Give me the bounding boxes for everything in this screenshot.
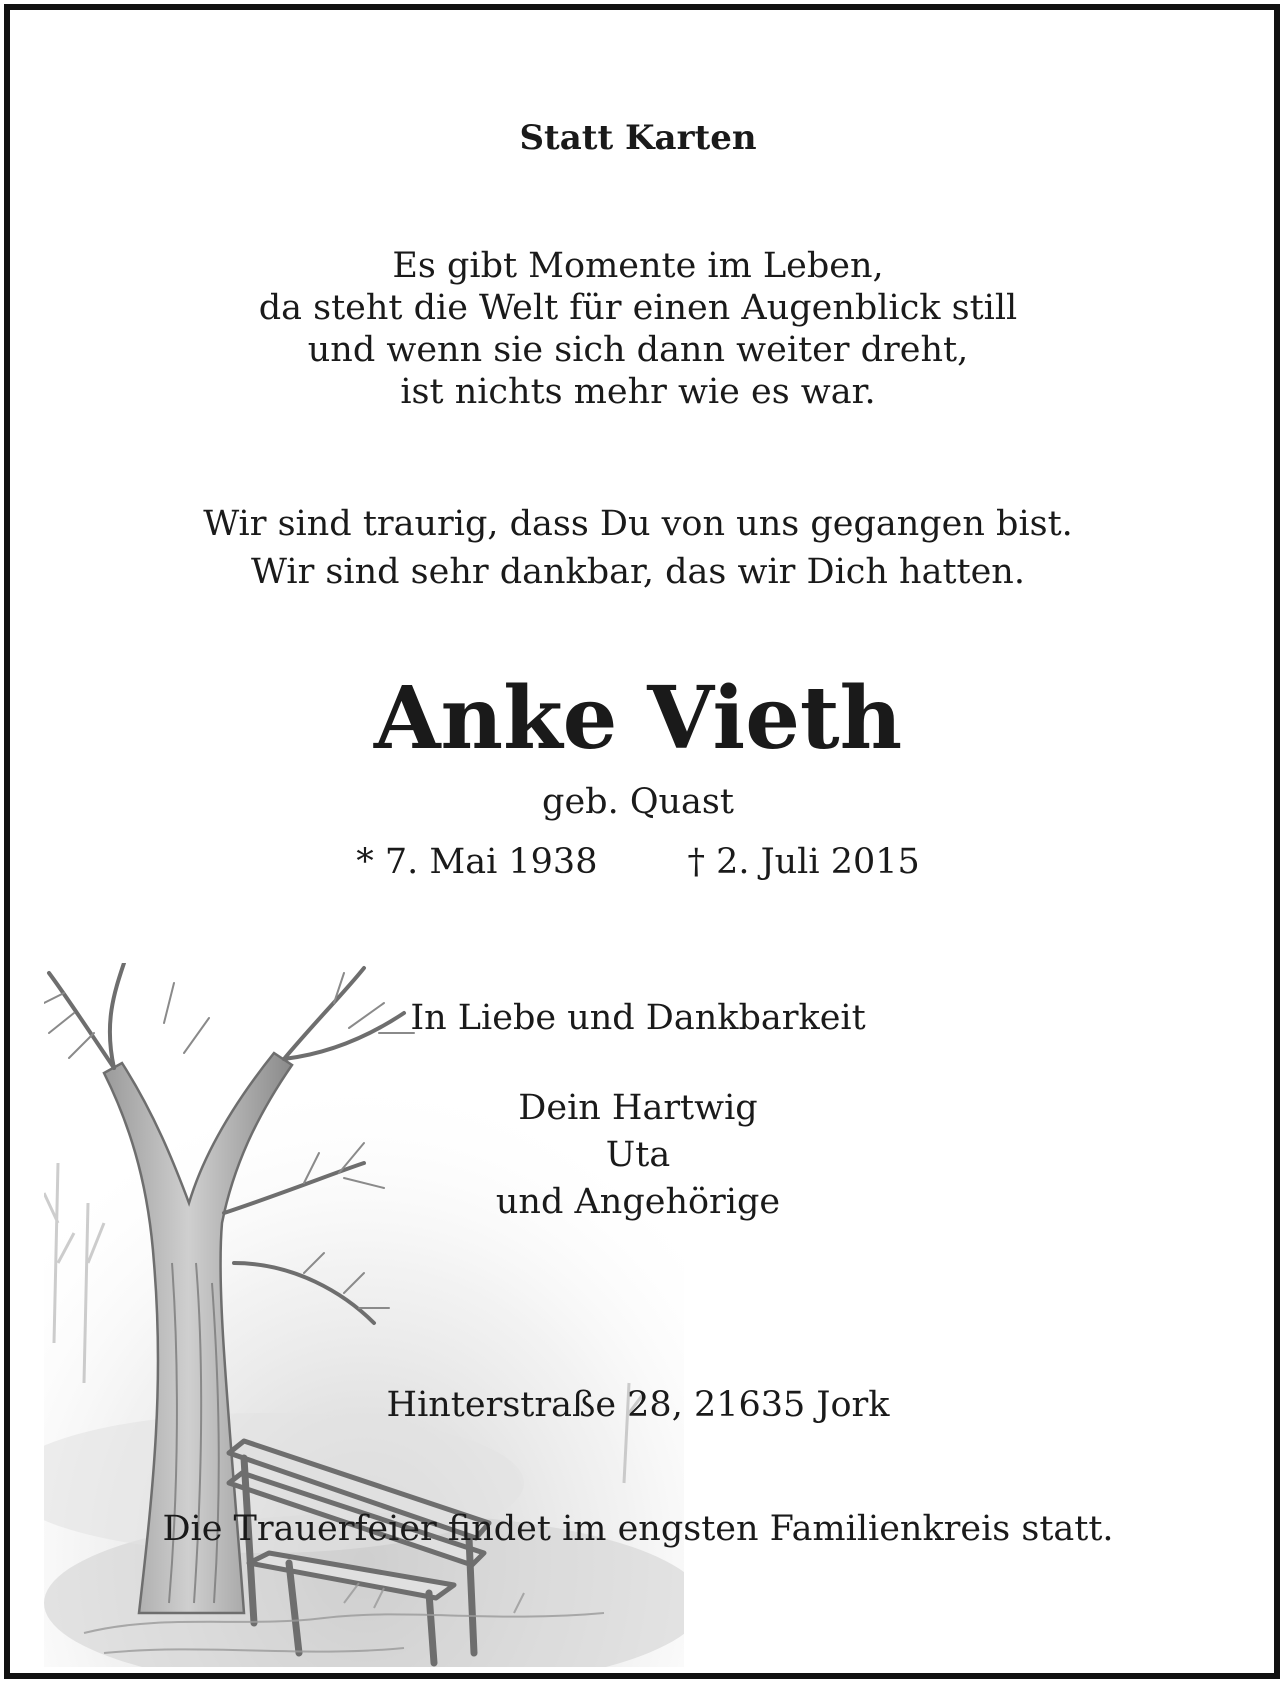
birth-name: geb. Quast — [542, 782, 734, 822]
poem-line: da steht die Welt für einen Augenblick still — [258, 288, 1018, 328]
farewell-text — [0, 500, 1276, 596]
family-signatures — [0, 1085, 1276, 1226]
poem-line: ist nichts mehr wie es war. — [400, 372, 876, 412]
heading: Statt Karten — [519, 118, 757, 158]
address: Hinterstraße 28, 21635 Jork — [386, 1385, 890, 1425]
farewell-line: Wir sind traurig, dass Du von uns gegangen bist. — [203, 504, 1073, 544]
poem-line: Es gibt Momente im Leben, — [392, 246, 884, 286]
poem-line: und wenn sie sich dann weiter dreht, — [307, 330, 969, 370]
closing-phrase: In Liebe und Dankbarkeit — [410, 998, 866, 1038]
life-dates — [0, 842, 1276, 882]
family-member: Uta — [605, 1135, 671, 1175]
deceased-name: Anke Vieth — [373, 668, 903, 769]
family-member: und Angehörige — [495, 1182, 781, 1222]
family-member: Dein Hartwig — [518, 1088, 758, 1128]
farewell-line: Wir sind sehr dankbar, das wir Dich hatten. — [251, 552, 1025, 592]
death-date: † 2. Juli 2015 — [687, 842, 920, 882]
poem — [0, 245, 1276, 413]
service-note: Die Trauerfeier findet im engsten Familienkreis statt. — [162, 1509, 1114, 1549]
birth-date: * 7. Mai 1938 — [356, 842, 598, 882]
